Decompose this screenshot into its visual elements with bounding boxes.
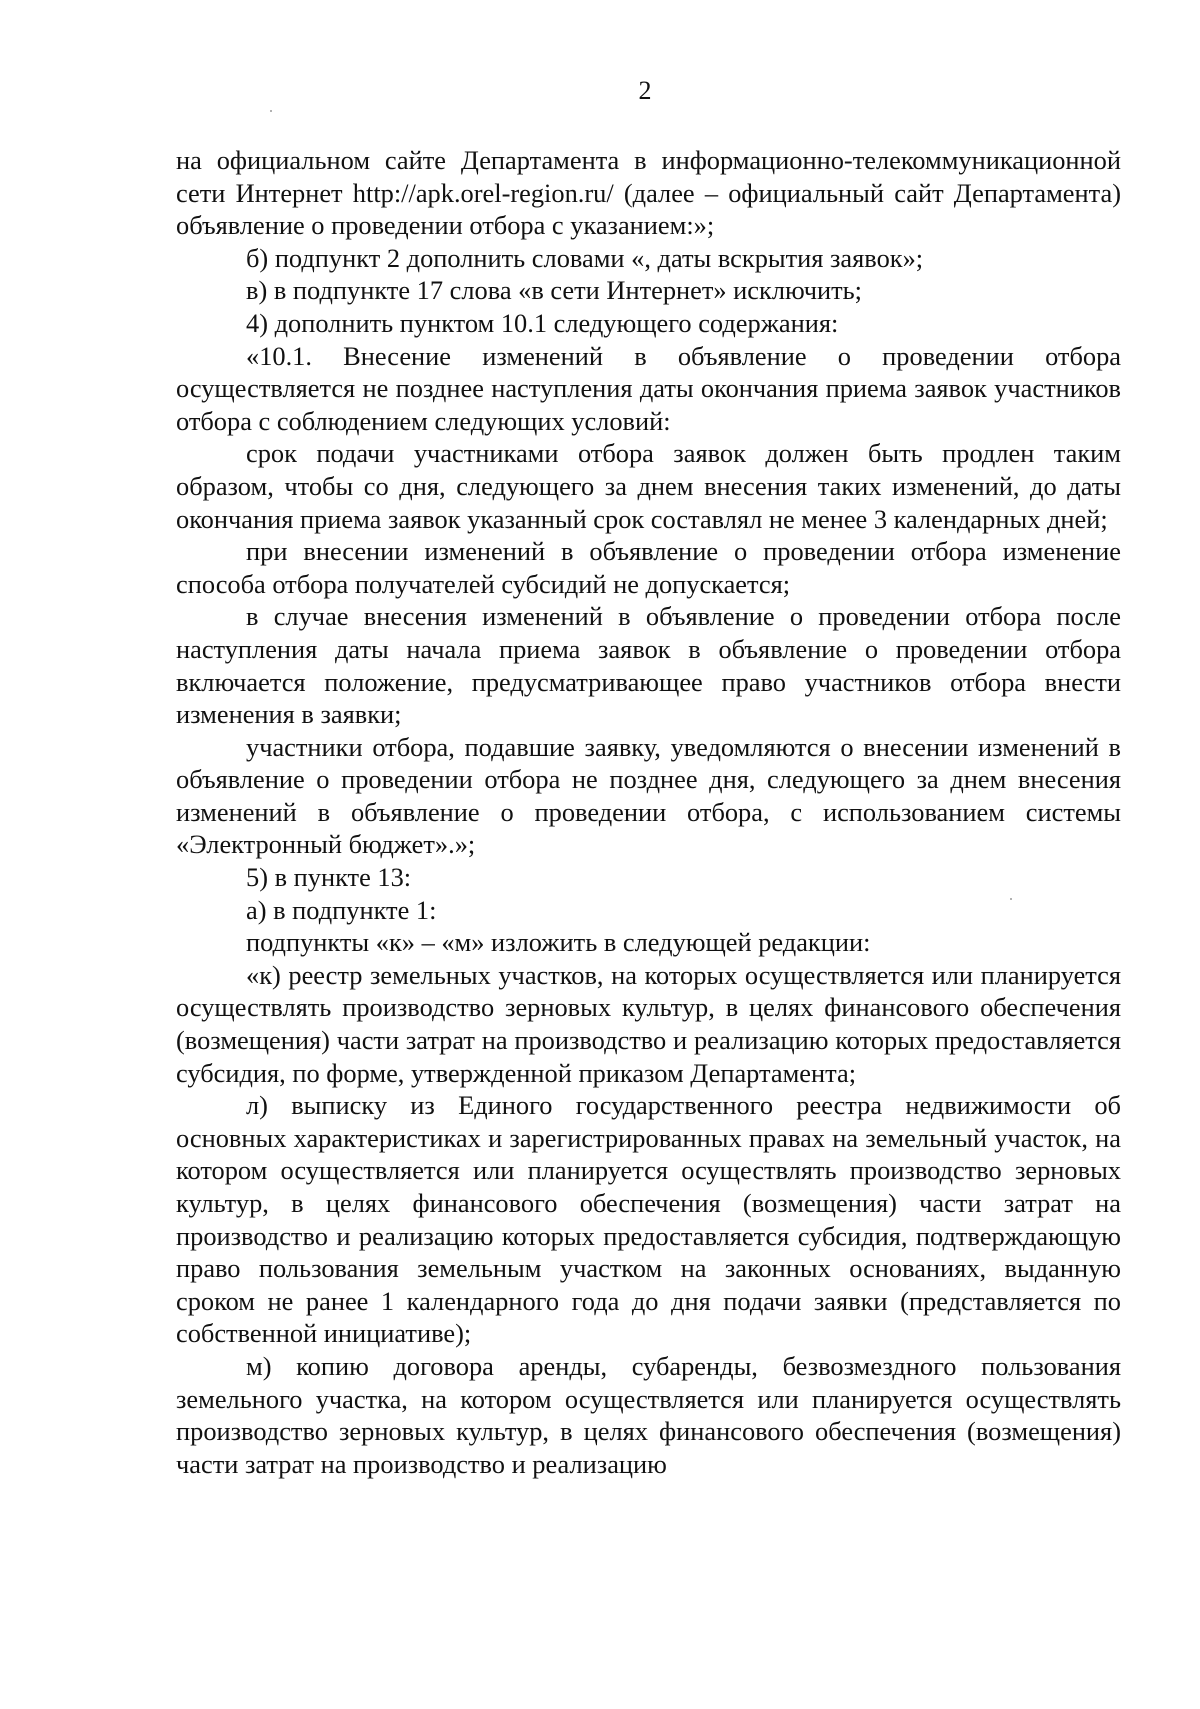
- paragraph: «10.1. Внесение изменений в объявление о проведении отбора осуществляется не позднее наступления даты окончания приема заявок участников отбора с соблюдением следующих условий:: [176, 340, 1121, 436]
- paragraph: при внесении изменений в объявление о проведении отбора изменение способа отбора получателей субсидий не допускается;: [176, 536, 1121, 599]
- scan-speck: [270, 110, 272, 112]
- page-number: 2: [638, 76, 652, 105]
- paragraph: л) выписку из Единого государственного реестра недвижимости об основных характеристиках и зарегистрированных правах на земельный участок, на котором осуществляется или планируется осуществлять производство зерновых культур, в целях финансового обеспечения (возмещения) части затрат на производство и реализацию которых предоставляется субсидия, подтверждающую право пользования земельным участком на законных основаниях, выданную сроком не ранее 1 календарного года до дня подачи заявки (представляется по собственной инициативе);: [176, 1090, 1121, 1349]
- paragraph: м) копию договора аренды, субаренды, безвозмездного пользования земельного участка, на котором осуществляется или планируется осуществлять производство зерновых культур, в целях финансового обеспечения (возмещения) части затрат на производство и реализацию: [176, 1350, 1121, 1479]
- paragraph: 4) дополнить пунктом 10.1 следующего содержания:: [246, 307, 839, 338]
- paragraph: на официальном сайте Департамента в информационно-телекоммуникационной сети Интернет http://apk.orel-region.ru/ (далее – официальный сайт Департамента) объявление о проведении отбора с указанием:»;: [176, 145, 1121, 241]
- paragraph: в) в подпункте 17 слова «в сети Интернет» исключить;: [246, 275, 863, 306]
- paragraph: в случае внесения изменений в объявление о проведении отбора после наступления даты начала приема заявок в объявление о проведении отбора включается положение, предусматривающее право участников отбора внести изменения в заявки;: [176, 601, 1121, 730]
- paragraph: участники отбора, подавшие заявку, уведомляются о внесении изменений в объявление о проведении отбора не позднее дня, следующего за днем внесения изменений в объявление о проведении отбора, с использованием системы «Электронный бюджет».»;: [176, 731, 1121, 860]
- paragraph: б) подпункт 2 дополнить словами «, даты вскрытия заявок»;: [246, 242, 924, 273]
- paragraph: «к) реестр земельных участков, на которых осуществляется или планируется осуществлять производство зерновых культур, в целях финансового обеспечения (возмещения) части затрат на производство и реализацию которых предоставляется субсидия, по форме, утвержденной приказом Департамента;: [176, 959, 1121, 1088]
- paragraph: а) в подпункте 1:: [246, 894, 437, 925]
- paragraph: 5) в пункте 13:: [246, 862, 412, 893]
- document-body: [176, 144, 1121, 1480]
- paragraph: срок подачи участниками отбора заявок должен быть продлен таким образом, чтобы со дня, следующего за днем внесения таких изменений, до даты окончания приема заявок указанный срок составлял не менее 3 календарных дней;: [176, 438, 1121, 534]
- paragraph: подпункты «к» – «м» изложить в следующей редакции:: [246, 927, 871, 958]
